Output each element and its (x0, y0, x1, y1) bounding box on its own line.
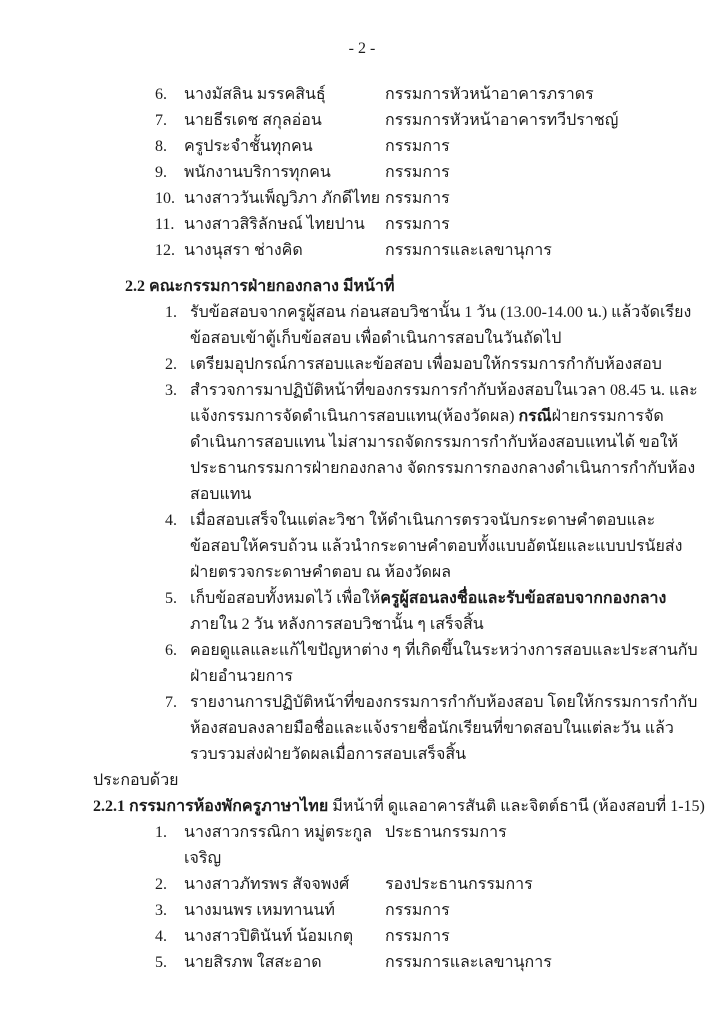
duty-item (165, 638, 705, 690)
duty-text (190, 300, 705, 352)
member-number: 7. (155, 112, 167, 129)
duty-item (165, 300, 705, 352)
duty-item (165, 378, 705, 508)
duty-text-segment: เตรียมอุปกรณ์การสอบและข้อสอบ เพื่อมอบให้กรรมการกำกับห้องสอบ (190, 356, 662, 373)
duty-text (190, 352, 705, 378)
duty-text-segment: สำรวจการมาปฏิบัติหน้าที่ของกรรมการกำกับห้องสอบในเวลา 08.45 น. และแจ้งกรรมการจัดดำเนินการสอบแทน(ห้องวัดผล) (190, 382, 698, 425)
member-row (155, 108, 704, 134)
member-role: กรรมการและเลขานุการ (385, 242, 552, 259)
duty-text (190, 690, 705, 768)
member-name: นางสาวสิริลักษณ์ ไทยปาน (184, 216, 365, 233)
duty-item (165, 586, 705, 638)
duty-text (190, 508, 705, 586)
member-number: 1. (155, 824, 167, 841)
duty-text (190, 638, 705, 690)
member-row (155, 134, 704, 160)
member-name: นางมัสลิน มรรคสินธุ์ (184, 86, 326, 103)
member-name: นายธีรเดช สกุลอ่อน (184, 112, 322, 129)
duty-item (165, 690, 705, 768)
duty-text-segment: รายงานการปฏิบัติหน้าที่ของกรรมการกำกับห้องสอบ โดยให้กรรมการกำกับห้องสอบลงลายมือชื่อและแจ้งรายชื่อนักเรียนที่ขาดสอบในแต่ละวัน แล้วรวบรวมส่งฝ่ายวัดผลเมื่อการสอบเสร็จสิ้น (190, 694, 698, 763)
duty-text-segment: เมื่อสอบเสร็จในแต่ละวิชา ให้ดำเนินการตรวจนับกระดาษคำตอบและข้อสอบให้ครบถ้วน แล้วนำกระดาษคำตอบทั้งแบบอัตนัยและแบบปรนัยส่งฝ่ายตรวจกระดาษคำตอบ ณ ห้องวัดผล (190, 512, 683, 581)
section-2-2-duties-list (165, 300, 705, 768)
duty-number: 4. (165, 512, 177, 529)
duty-number: 5. (165, 590, 177, 607)
duty-number: 2. (165, 356, 177, 373)
section-2-2-heading: 2.2 คณะกรรมการฝ่ายกองกลาง มีหน้าที่ (125, 278, 395, 295)
section-2-2-1-heading (93, 794, 724, 820)
member-row (155, 186, 704, 212)
member-name: นางสาวภัทรพร สัจจพงศ์ (184, 876, 350, 893)
member-number: 11. (155, 216, 175, 233)
section-2-2-1-heading-title: 2.2.1 กรรมการห้องพักครูภาษาไทย (93, 798, 329, 815)
section-2-2-1-heading-description: มีหน้าที่ ดูแลอาคารสันติ และจิตต์ธานี (ห้องสอบที่ 1-15) (328, 798, 705, 815)
duty-text-segment: เก็บข้อสอบทั้งหมดไว้ เพื่อให้ (190, 590, 381, 607)
member-role: กรรมการหัวหน้าอาคารภราดร (385, 86, 594, 103)
duty-text-segment: คอยดูแลและแก้ไขปัญหาต่าง ๆ ที่เกิดขึ้นในระหว่างการสอบและประสานกับฝ่ายอำนวยการ (190, 642, 698, 685)
duty-number: 7. (165, 694, 177, 711)
member-row (155, 924, 704, 950)
duty-text-bold: ครูผู้สอนลงชื่อและรับข้อสอบจากกองกลาง (380, 590, 667, 607)
duty-text-segment: ภายใน 2 วัน หลังการสอบวิชานั้น ๆ เสร็จสิ้น (190, 616, 484, 633)
member-row (155, 950, 704, 976)
consists-label: ประกอบด้วย (93, 772, 179, 789)
member-row (155, 872, 704, 898)
duty-text-segment: ฝ่ายกรรมการจัดดำเนินการสอบแทน ไม่สามารถจัดกรรมการกำกับห้องสอบแทนได้ ขอให้ประธานกรรมการฝ่ายกองกลาง จัดกรรมการกองกลางดำเนินการกำกับห้องสอบแทน (190, 408, 696, 503)
member-row (155, 160, 704, 186)
member-role: กรรมการ (385, 902, 450, 919)
member-name: นางนุสรา ช่างคิด (184, 242, 303, 259)
member-name: ครูประจำชั้นทุกคน (184, 138, 313, 155)
member-role: กรรมการ (385, 138, 450, 155)
member-role: กรรมการ (385, 216, 450, 233)
member-number: 10. (155, 190, 175, 207)
duty-item (165, 352, 705, 378)
duty-number: 6. (165, 642, 177, 659)
thai-room-committee-member-list (155, 820, 704, 976)
member-name: นางสาววันเพ็ญวิภา ภักดีไทย (184, 190, 381, 207)
member-name: นางสาวปิตินันท์ น้อมเกตุ (184, 928, 354, 945)
member-number: 9. (155, 164, 167, 181)
member-role: ประธานกรรมการ (385, 824, 507, 841)
member-row (155, 820, 704, 872)
member-role: กรรมการและเลขานุการ (385, 954, 552, 971)
member-role: กรรมการ (385, 928, 450, 945)
duty-number: 1. (165, 304, 177, 321)
member-name: นางมนพร เหมทานนท์ (184, 902, 335, 919)
member-row (155, 238, 704, 264)
member-number: 12. (155, 242, 175, 259)
member-number: 2. (155, 876, 167, 893)
member-row (155, 212, 704, 238)
member-name: พนักงานบริการทุกคน (184, 164, 331, 181)
member-role: กรรมการหัวหน้าอาคารทวีปราชญ์ (385, 112, 619, 129)
duty-text-bold: กรณี (518, 408, 552, 425)
member-role: กรรมการ (385, 164, 450, 181)
member-role: กรรมการ (385, 190, 450, 207)
member-row (155, 898, 704, 924)
member-number: 8. (155, 138, 167, 155)
member-role: รองประธานกรรมการ (385, 876, 533, 893)
member-number: 6. (155, 86, 167, 103)
member-name: นางสาวกรรณิกา หมู่ตระกูลเจริญ (184, 824, 373, 867)
page-number: - 2 - (348, 40, 376, 57)
member-number: 5. (155, 954, 167, 971)
central-committee-member-list (155, 82, 704, 264)
member-name: นายสิรภพ ใสสะอาด (184, 954, 322, 971)
member-number: 4. (155, 928, 167, 945)
duty-text (190, 586, 705, 638)
duty-text-segment: รับข้อสอบจากครูผู้สอน ก่อนสอบวิชานั้น 1 วัน (13.00-14.00 น.) แล้วจัดเรียงข้อสอบเข้าตู้เก็บข้อสอบ เพื่อดำเนินการสอบในวันถัดไป (190, 304, 692, 347)
duty-number: 3. (165, 382, 177, 399)
duty-text (190, 378, 705, 508)
duty-item (165, 508, 705, 586)
member-row (155, 82, 704, 108)
member-number: 3. (155, 902, 167, 919)
